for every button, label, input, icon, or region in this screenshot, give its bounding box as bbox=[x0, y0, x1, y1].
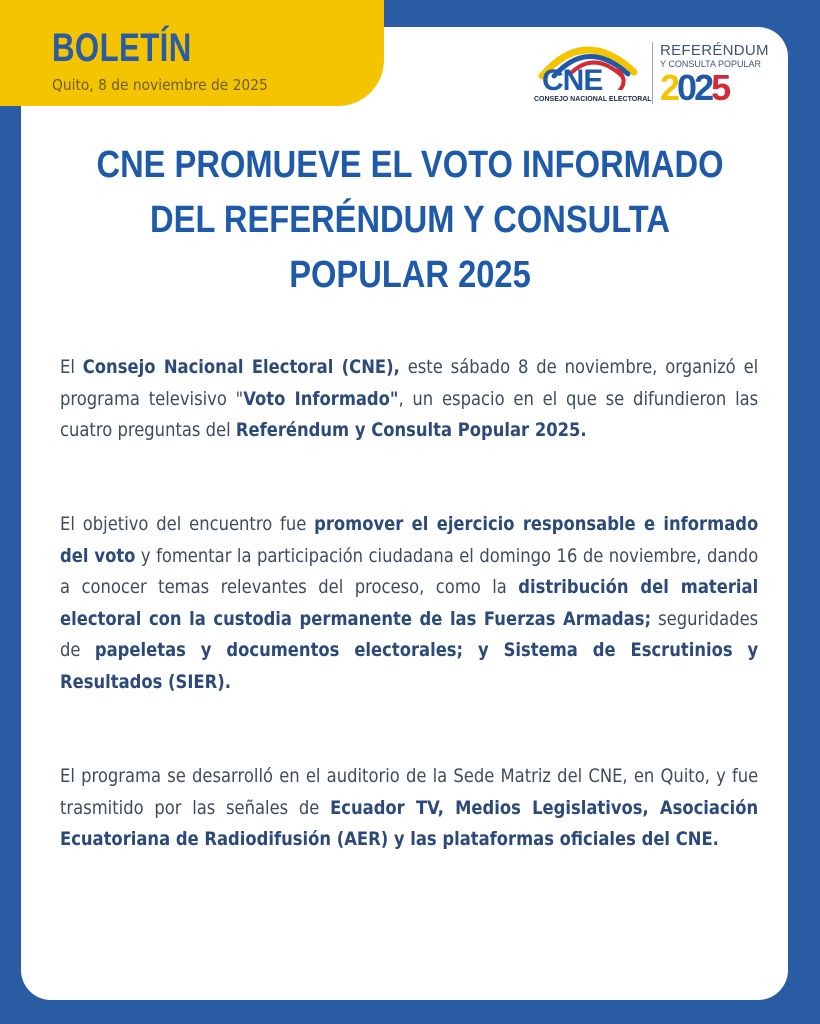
text-segment: seguridades de bbox=[60, 607, 759, 661]
text-segment-bold: Ecuador TV, Medios Legislativos, Asociación Ecuatoriana de Radiodifusión (AER) y las plataformas oficiales del CNE. bbox=[60, 796, 759, 850]
cne-logo bbox=[530, 30, 652, 106]
paragraph-1 bbox=[60, 352, 758, 447]
text-segment-bold: promover el ejercicio responsable e informado del voto bbox=[60, 513, 759, 567]
paragraph-3 bbox=[60, 761, 758, 856]
text-segment: El bbox=[60, 356, 83, 378]
year-digit: 5 bbox=[711, 67, 729, 108]
text-segment: este sábado 8 de noviembre, organizó el programa televisivo " bbox=[60, 356, 759, 410]
paragraph-2 bbox=[60, 509, 758, 698]
text-segment: y fomentar la participación ciudadana el domingo 16 de noviembre, dando a conocer temas relevantes del proceso, como la bbox=[60, 544, 759, 598]
cne-logo-letters: CNE bbox=[542, 64, 603, 97]
text-segment: El objetivo del encuentro fue bbox=[60, 513, 315, 535]
text-segment: El programa se desarrolló en el auditorio de la Sede Matriz del CNE, en Quito, y fue trasmitido por las señales de bbox=[60, 765, 759, 819]
page-title bbox=[40, 138, 780, 303]
headline-line: POPULAR 2025 bbox=[289, 254, 531, 296]
text-segment-bold: Voto Informado" bbox=[243, 387, 399, 410]
text-segment-bold: papeletas y documentos electorales; y Sistema de Escrutinios y Resultados (SIER). bbox=[60, 639, 759, 693]
year-digit: 2 bbox=[694, 67, 712, 108]
bulletin-date: Quito, 8 de noviembre de 2025 bbox=[52, 76, 268, 94]
year-digit: 0 bbox=[677, 67, 695, 108]
referendum-logo-year bbox=[660, 68, 728, 108]
bulletin-header-tab bbox=[0, 0, 384, 106]
text-segment: , un espacio en el que se difundieron las cuatro preguntas del bbox=[60, 387, 759, 441]
text-segment-bold: Consejo Nacional Electoral (CNE), bbox=[82, 356, 400, 378]
headline-line: CNE PROMUEVE EL VOTO INFORMADO bbox=[96, 144, 724, 186]
referendum-logo-line1: REFERÉNDUM bbox=[660, 42, 769, 59]
referendum-logo-line2: Y CONSULTA POPULAR bbox=[660, 59, 762, 69]
cne-logo-subtitle: CONSEJO NACIONAL ELECTORAL bbox=[534, 96, 652, 103]
logo-divider bbox=[652, 42, 653, 104]
text-segment-bold: Referéndum y Consulta Popular 2025. bbox=[235, 419, 587, 441]
headline-line: DEL REFERÉNDUM Y CONSULTA bbox=[150, 199, 670, 241]
text-segment-bold: distribución del material electoral con la custodia permanente de las Fuerzas Armadas; bbox=[60, 576, 759, 630]
logos bbox=[530, 30, 780, 110]
year-digit: 2 bbox=[660, 67, 678, 108]
bulletin-title: BOLETÍN bbox=[52, 26, 192, 70]
referendum-logo bbox=[660, 38, 780, 108]
